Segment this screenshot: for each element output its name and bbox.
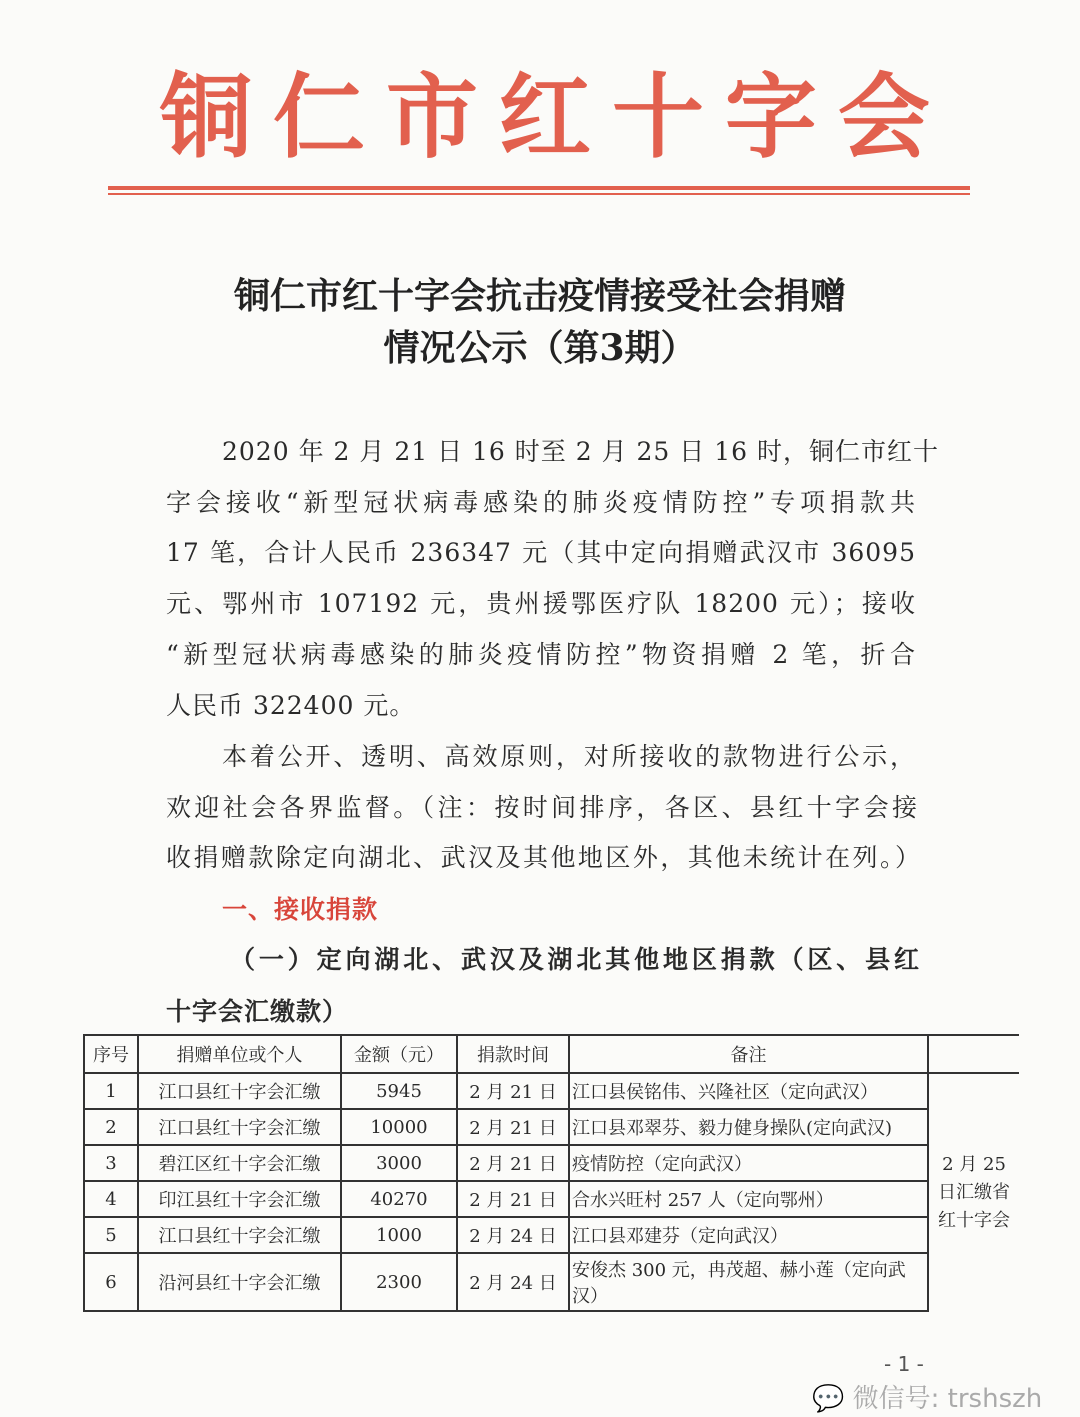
- table-row: [84, 1217, 1019, 1253]
- header-cell: 捐赠单位或个人: [138, 1035, 341, 1073]
- document-title: 铜仁市红十字会抗击疫情接受社会捐赠: [233, 275, 846, 317]
- masthead-char: 十: [611, 63, 704, 171]
- subsection-heading: （一）定向湖北、武汉及湖北其他地区捐款（区、县红: [230, 945, 920, 974]
- masthead-char: 红: [498, 63, 591, 171]
- header-cell: 序号: [84, 1035, 138, 1073]
- table-row: [84, 1145, 1019, 1181]
- masthead-char: 会: [837, 63, 930, 171]
- table-row: [84, 1073, 1019, 1109]
- table-cell: 6: [84, 1253, 138, 1311]
- document-title-line2: 情况公示（第3期）: [383, 327, 697, 369]
- donation-table: [83, 1034, 1019, 1312]
- masthead-rule: [108, 186, 970, 190]
- merged-note-cell: 2 月 25 日汇缴省红十字会: [928, 1073, 1019, 1311]
- table-cell: 江口县红十字会汇缴: [138, 1217, 341, 1253]
- masthead-char: 字: [724, 63, 817, 171]
- table-cell: 2 月 24 日: [457, 1217, 569, 1253]
- table-cell: 江口县红十字会汇缴: [138, 1109, 341, 1145]
- table-cell: 10000: [341, 1109, 457, 1145]
- wechat-icon: 💬: [812, 1384, 845, 1414]
- section-heading: 一、接收捐款: [222, 895, 379, 924]
- paragraph-line: “新型冠状病毒感染的肺炎疫情防控”物资捐赠 2 笔，折合: [166, 640, 916, 669]
- table-cell: 疫情防控（定向武汉）: [569, 1145, 928, 1181]
- paragraph-line: 字会接收“新型冠状病毒感染的肺炎疫情防控”专项捐款共: [166, 488, 916, 517]
- table-cell: 2: [84, 1109, 138, 1145]
- table-cell: 安俊杰 300 元，冉茂超、赫小莲（定向武汉）: [569, 1253, 928, 1311]
- table-cell: 江口县邓翠芬、毅力健身操队(定向武汉): [569, 1109, 928, 1145]
- table-cell: 40270: [341, 1181, 457, 1217]
- table-cell: 2 月 21 日: [457, 1109, 569, 1145]
- table-cell: 5: [84, 1217, 138, 1253]
- watermark-text: 微信号: trshszh: [852, 1384, 1043, 1414]
- table-row: [84, 1109, 1019, 1145]
- masthead: [160, 62, 930, 172]
- header-cell: [928, 1035, 1019, 1073]
- subsection-heading-line2: 十字会汇缴款）: [166, 997, 349, 1026]
- table-header-row: [84, 1035, 1019, 1073]
- paragraph-line: 收捐赠款除定向湖北、武汉及其他地区外，其他未统计在列。）: [166, 843, 921, 872]
- table-cell: 2 月 21 日: [457, 1073, 569, 1109]
- table-cell: 江口县侯铭伟、兴隆社区（定向武汉）: [569, 1073, 928, 1109]
- table-cell: 江口县红十字会汇缴: [138, 1073, 341, 1109]
- table-cell: 印江县红十字会汇缴: [138, 1181, 341, 1217]
- watermark: [812, 1378, 1042, 1415]
- masthead-rule-thin: [108, 193, 970, 195]
- table-cell: 2300: [341, 1253, 457, 1311]
- paragraph-line: 17 笔，合计人民币 236347 元（其中定向捐赠武汉市 36095: [166, 538, 916, 567]
- table-cell: 5945: [341, 1073, 457, 1109]
- masthead-char: 仁: [272, 63, 365, 171]
- table-row: [84, 1181, 1019, 1217]
- table-row: [84, 1253, 1019, 1311]
- masthead-char: 市: [385, 63, 478, 171]
- table-cell: 1: [84, 1073, 138, 1109]
- table-cell: 3: [84, 1145, 138, 1181]
- header-cell: 捐款时间: [457, 1035, 569, 1073]
- paragraph-line: 元、鄂州市 107192 元，贵州援鄂医疗队 18200 元）；接收: [166, 589, 916, 618]
- page-number: - 1 -: [884, 1352, 924, 1376]
- paragraph-line: 2020 年 2 月 21 日 16 时至 2 月 25 日 16 时，铜仁市红十: [222, 437, 939, 466]
- paragraph-line: 欢迎社会各界监督。（注：按时间排序，各区、县红十字会接: [166, 793, 918, 822]
- table-cell: 2 月 24 日: [457, 1253, 569, 1311]
- table-cell: 1000: [341, 1217, 457, 1253]
- masthead-char: 铜: [160, 63, 253, 171]
- table-cell: 3000: [341, 1145, 457, 1181]
- paragraph-line: 人民币 322400 元。: [166, 691, 416, 720]
- header-cell: 金额（元）: [341, 1035, 457, 1073]
- table-cell: 碧江区红十字会汇缴: [138, 1145, 341, 1181]
- table-cell: 2 月 21 日: [457, 1145, 569, 1181]
- table-cell: 江口县邓建芬（定向武汉）: [569, 1217, 928, 1253]
- table-cell: 2 月 21 日: [457, 1181, 569, 1217]
- table-cell: 沿河县红十字会汇缴: [138, 1253, 341, 1311]
- paragraph-line: 本着公开、透明、高效原则，对所接收的款物进行公示，: [222, 742, 916, 771]
- table-cell: 合水兴旺村 257 人（定向鄂州）: [569, 1181, 928, 1217]
- header-cell: 备注: [569, 1035, 928, 1073]
- table-cell: 4: [84, 1181, 138, 1217]
